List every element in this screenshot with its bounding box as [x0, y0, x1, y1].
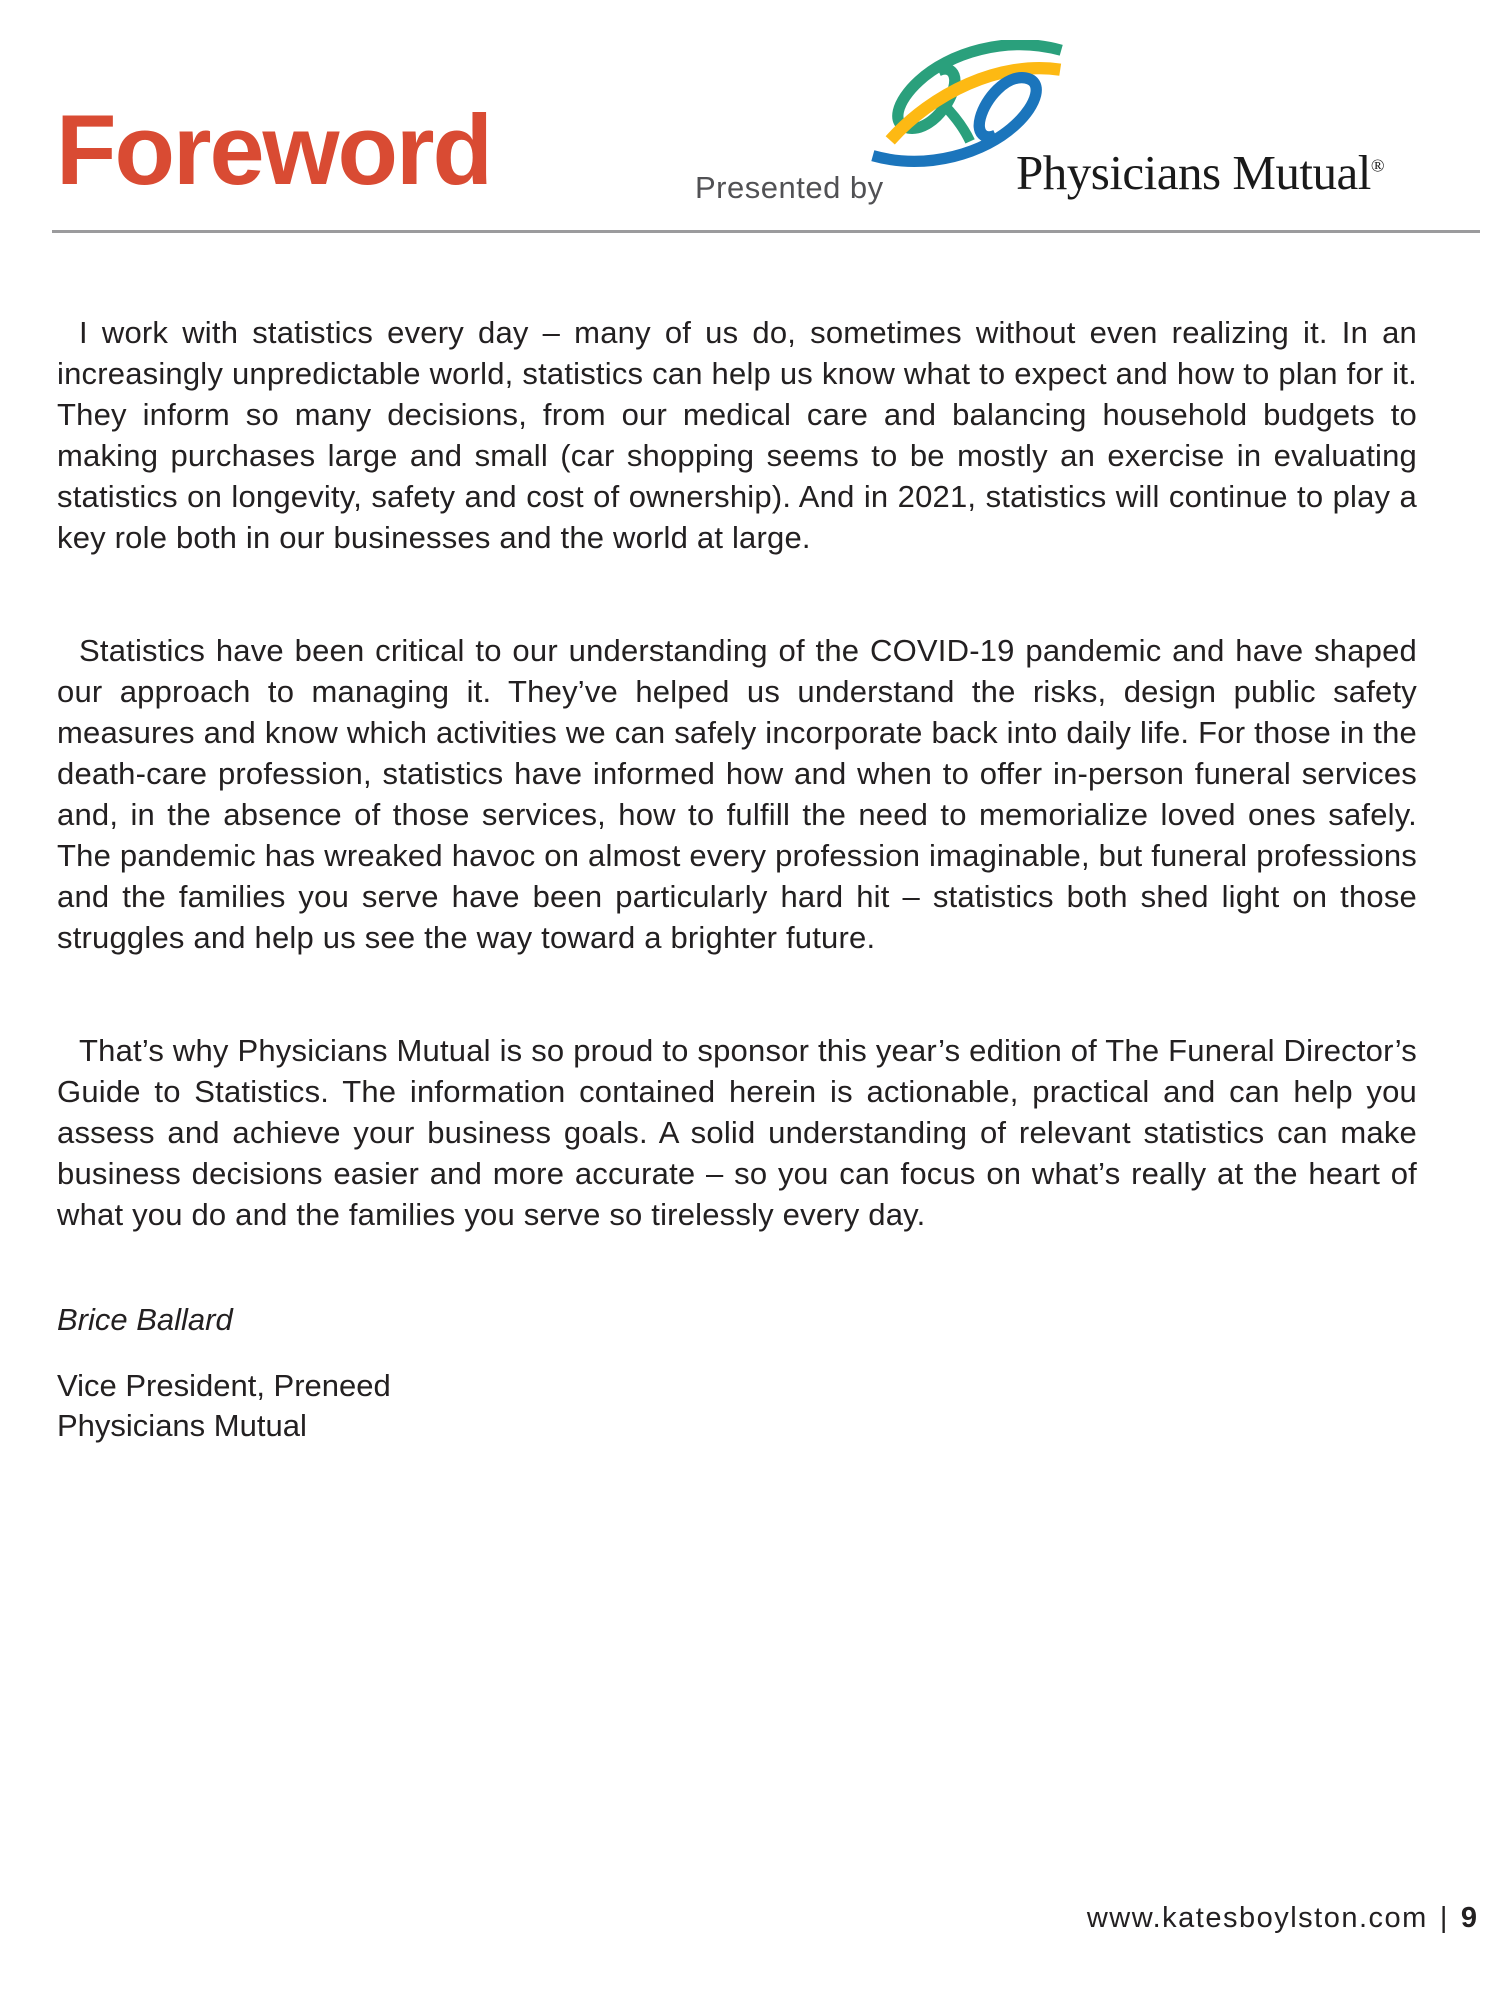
signature-name: Brice Ballard — [57, 1302, 233, 1337]
signature-block — [57, 1302, 391, 1446]
paragraph-2: Statistics have been critical to our understanding of the COVID-19 pandemic and have shaped our approach to managing it. They’ve helped us understand the risks, design public safety measures and know which activities we can safely incorporate back into daily life. For those in the death-care profession, statistics have informed how and when to offer in-person funeral services and, in the absence of those services, how to fulfill the need to memorialize loved ones safely. The pandemic has wreaked havoc on almost every profession imaginable, but funeral professions and the families you serve have been particularly hard hit – statistics both shed light on those struggles and help us see the way toward a brighter future. — [57, 633, 1417, 955]
header-divider — [52, 230, 1480, 233]
signature-company: Physicians Mutual — [57, 1408, 307, 1443]
signature-title: Vice President, Preneed — [57, 1368, 391, 1403]
paragraph-3: That’s why Physicians Mutual is so proud to sponsor this year’s edition of The Funeral Director’s Guide to Statistics. The information contained herein is actionable, practical and can help you assess and achieve your business goals. A solid understanding of relevant statistics can make business decisions easier and more accurate – so you can focus on what’s really at the heart of what you do and the families you serve so tirelessly every day. — [57, 1033, 1417, 1232]
presented-by-label: Presented by — [695, 170, 884, 205]
page-footer — [1087, 1902, 1477, 1935]
foreword-body — [57, 312, 1417, 1307]
footer-website-url: www.katesboylston.com — [1086, 1902, 1428, 1934]
footer-separator: | — [1439, 1902, 1449, 1934]
page-title: Foreword — [56, 94, 492, 205]
footer-page-number: 9 — [1460, 1902, 1477, 1934]
brand-name-text: Physicians Mutual — [1016, 145, 1371, 200]
paragraph-1: I work with statistics every day – many of us do, sometimes without even realizing it. In an increasingly unpredictable world, statistics can help us know what to expect and how to plan for it. They inform so many decisions, from our medical care and balancing household budgets to making purchases large and small (car shopping seems to be mostly an exercise in evaluating statistics on longevity, safety and cost of ownership). And in 2021, statistics will continue to play a key role both in our businesses and the world at large. — [57, 315, 1417, 555]
brand-wordmark — [1016, 144, 1384, 201]
registered-trademark-symbol: ® — [1370, 155, 1385, 176]
